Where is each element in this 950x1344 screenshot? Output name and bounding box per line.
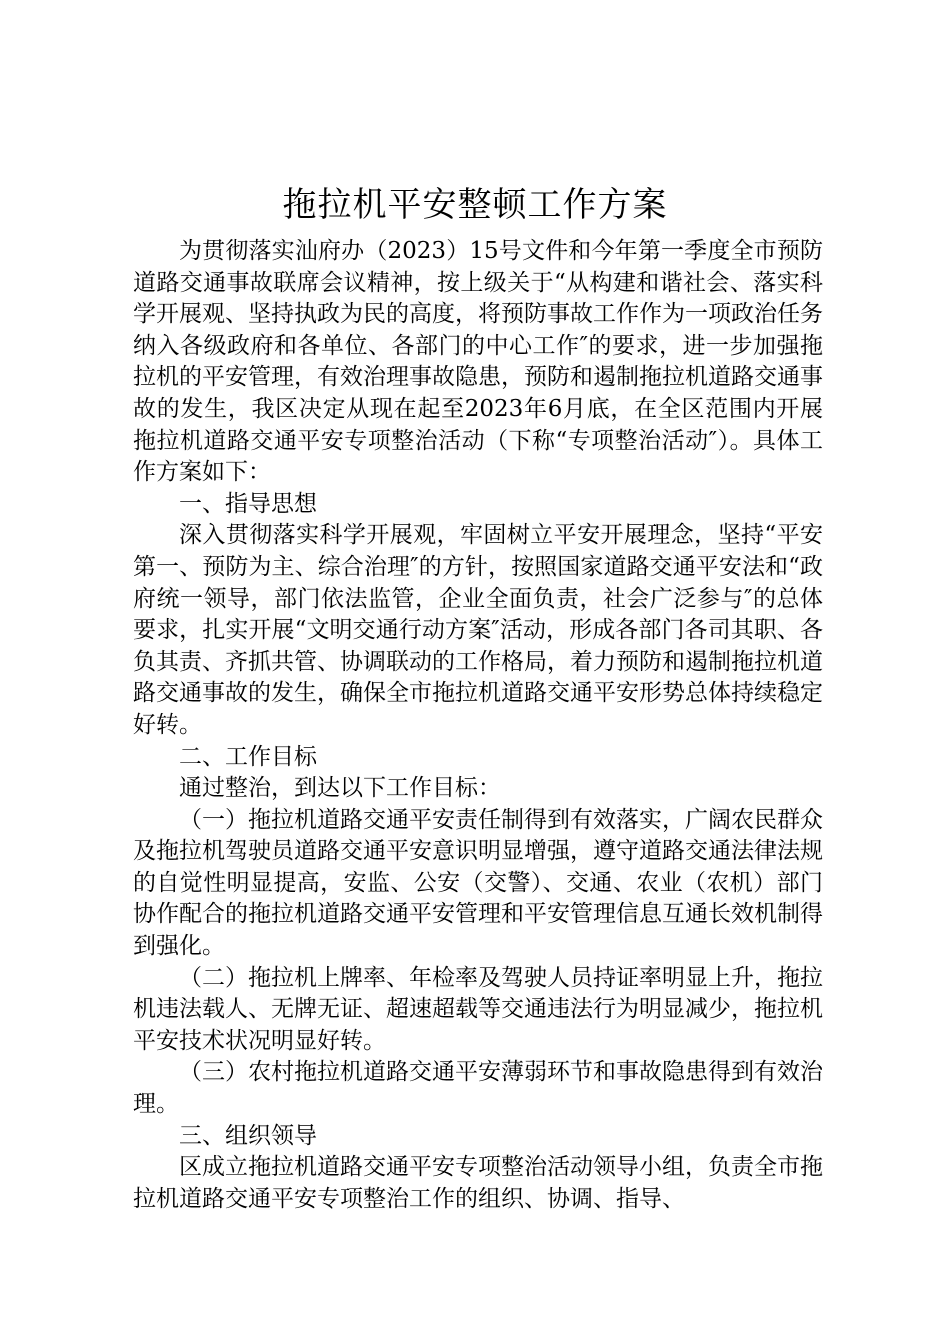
document-body <box>133 236 823 1215</box>
document-title: 拖拉机平安整顿工作方案 <box>282 185 668 225</box>
work-goal-3-paragraph: （三）农村拖拉机道路交通平安薄弱环节和事故隐患得到有效治理。 <box>133 1059 823 1118</box>
organization-paragraph: 区成立拖拉机道路交通平安专项整治活动领导小组，负责全市拖拉机道路交通平安专项整治工作的组织、协调、指导、 <box>133 1154 823 1212</box>
intro-paragraph: 为贯彻落实汕府办（2023）15号文件和今年第一季度全市预防道路交通事故联席会议精神，按上级关于“从构建和谐社会、落实科学开展观、坚持执政为民的高度，将预防事故工作作为一项政治任务纳入各级政府和各单位、各部门的中心工作″的要求，进一步加强拖拉机的平安管理，有效治理事故隐患，预防和遏制拖拉机道路交通事故的发生，我区决定从现在起至2023年6月底，在全区范围内开展拖拉机道路交通平安专项整治活动（下称“专项整治活动″）。具体工作方案如下： <box>133 238 823 486</box>
work-goal-2-paragraph: （二）拖拉机上牌率、年检率及驾驶人员持证率明显上升，拖拉机违法载人、无牌无证、超速超载等交通违法行为明显减少，拖拉机平安技术状况明显好转。 <box>133 964 823 1054</box>
section-heading-work-goals: 二、工作目标 <box>179 743 317 770</box>
section-heading-guiding-ideology: 一、指导思想 <box>179 490 317 517</box>
section-heading-organization: 三、组织领导 <box>179 1122 317 1149</box>
guiding-ideology-paragraph: 深入贯彻落实科学开展观，牢固树立平安开展理念，坚持“平安第一、预防为主、综合治理″的方针，按照国家道路交通平安法和“政府统一领导，部门依法监管，企业全面负责，社会广泛参与″的总体要求，扎实开展“文明交通行动方案″活动，形成各部门各司其职、各负其责、齐抓共管、协调联动的工作格局，着力预防和遏制拖拉机道路交通事故的发生，确保全市拖拉机道路交通平安形势总体持续稳定好转。 <box>133 522 823 738</box>
work-goal-1-paragraph: （一）拖拉机道路交通平安责任制得到有效落实，广阔农民群众及拖拉机驾驶员道路交通平安意识明显增强，遵守道路交通法律法规的自觉性明显提高，安监、公安（交警）、交通、农业（农机）部门协作配合的拖拉机道路交通平安管理和平安管理信息互通长效机制得到强化。 <box>133 806 823 960</box>
work-goals-intro-paragraph: 通过整治，到达以下工作目标： <box>179 775 501 802</box>
